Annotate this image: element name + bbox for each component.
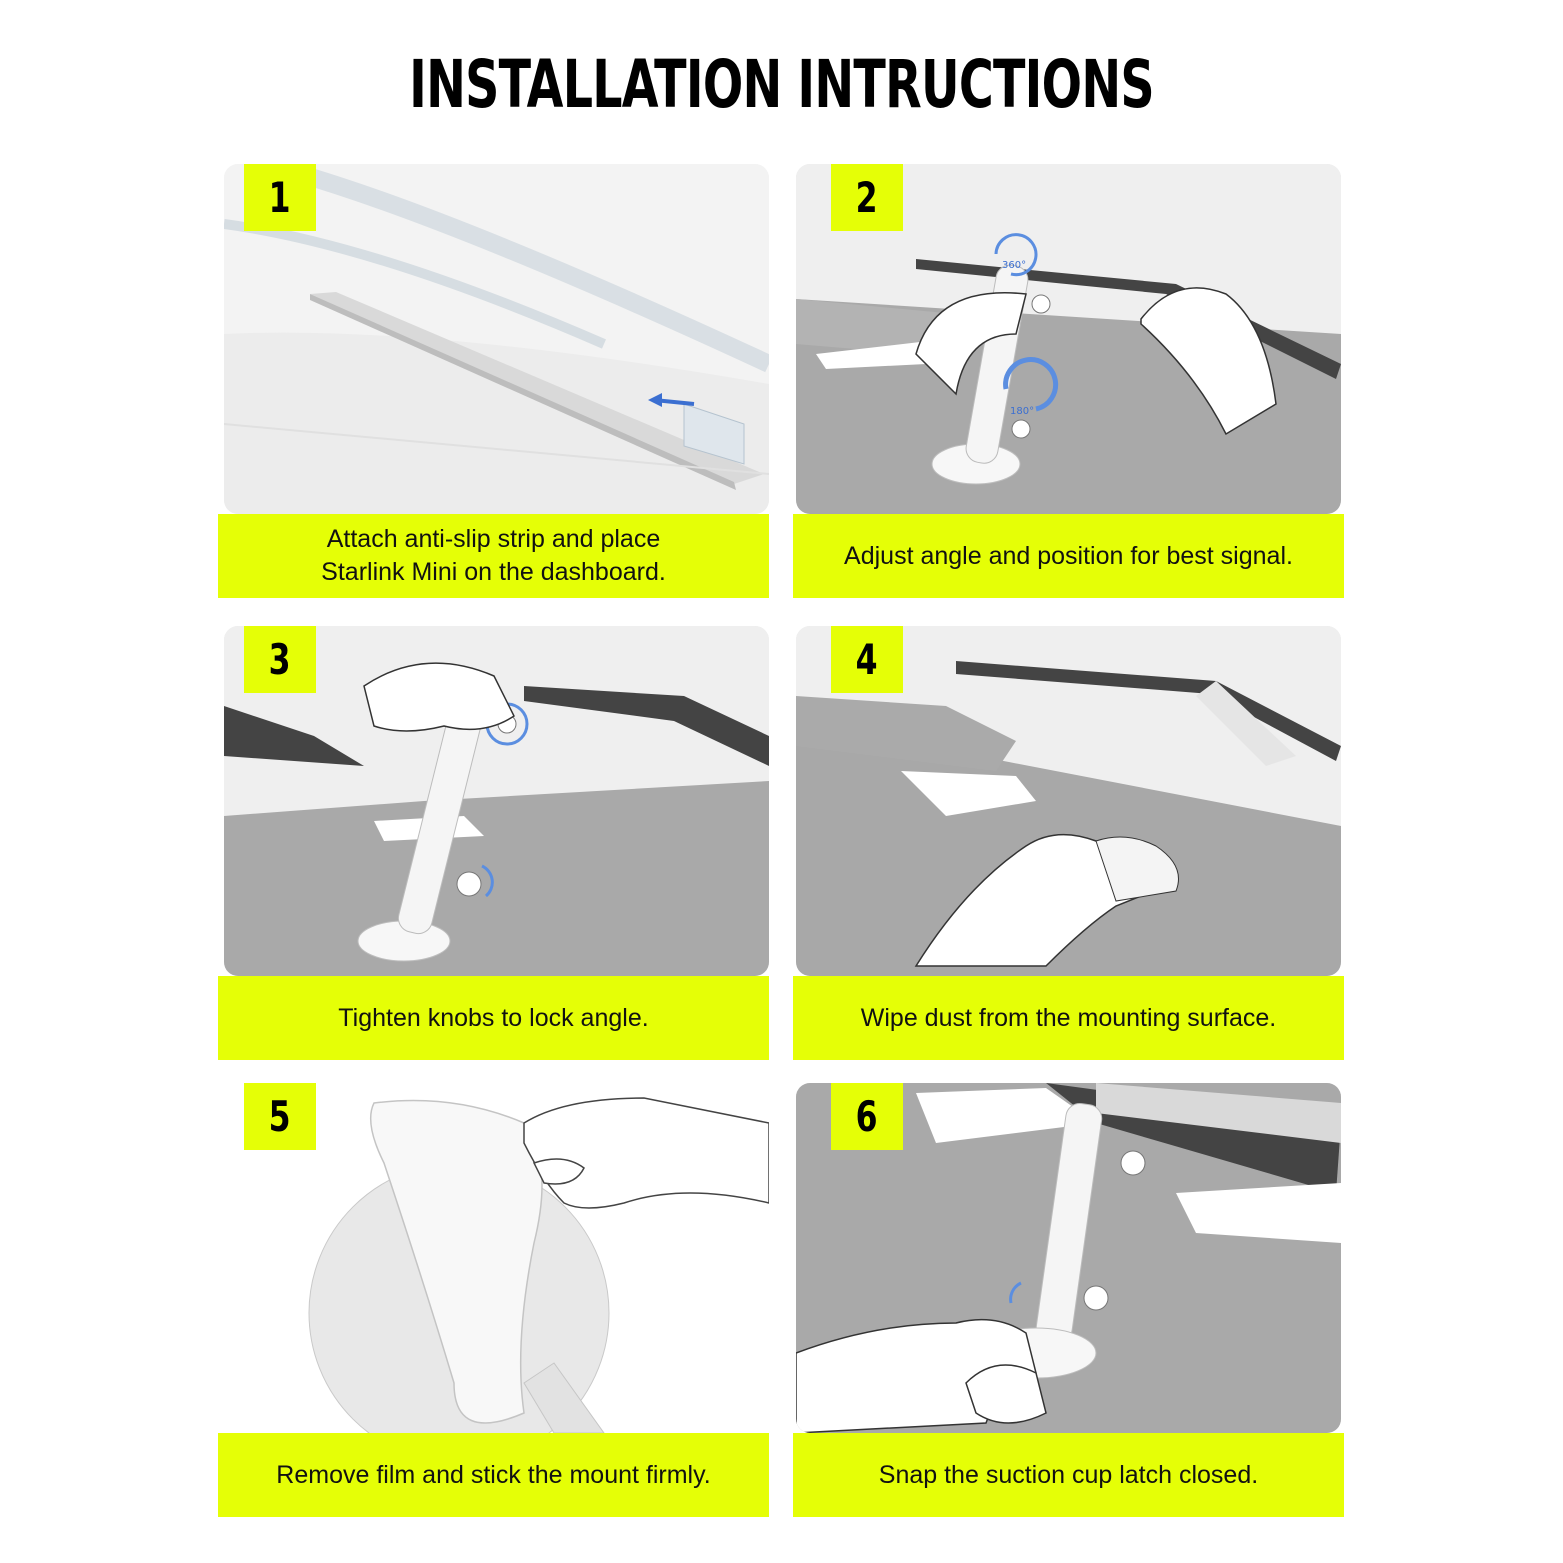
rotation-180-label: 180° xyxy=(1010,406,1035,417)
step-caption: Snap the suction cup latch closed. xyxy=(793,1433,1344,1517)
step-card-6 xyxy=(793,1083,1344,1517)
step-number-badge: 3 xyxy=(244,626,316,693)
step-number-badge: 1 xyxy=(244,164,316,231)
step-caption: Attach anti-slip strip and place Starlink Mini on the dashboard. xyxy=(218,514,769,598)
step-caption: Adjust angle and position for best signal. xyxy=(793,514,1344,598)
rotation-360-label: 360° xyxy=(1002,260,1027,271)
step-card-3 xyxy=(218,626,769,1060)
step-card-5 xyxy=(218,1083,769,1517)
page-title: INSTALLATION INTRUCTIONS xyxy=(409,46,1154,123)
step-caption: Wipe dust from the mounting surface. xyxy=(793,976,1344,1060)
step-caption: Tighten knobs to lock angle. xyxy=(218,976,769,1060)
step-number-badge: 6 xyxy=(831,1083,903,1150)
step-card-2 xyxy=(793,164,1344,598)
step-card-1 xyxy=(218,164,769,598)
step-card-4 xyxy=(793,626,1344,1060)
step-number-badge: 5 xyxy=(244,1083,316,1150)
step-caption: Remove film and stick the mount firmly. xyxy=(218,1433,769,1517)
step-number-badge: 2 xyxy=(831,164,903,231)
step-number-badge: 4 xyxy=(831,626,903,693)
